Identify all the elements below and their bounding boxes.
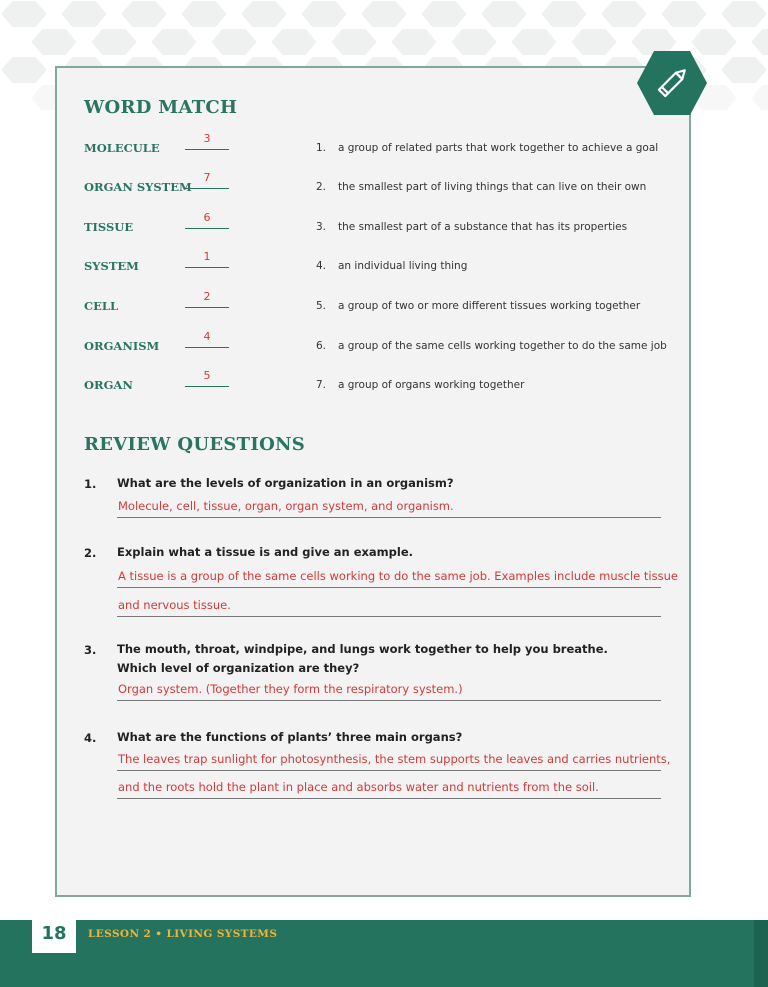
word-match-row bbox=[0, 291, 768, 321]
word-match-row bbox=[0, 331, 768, 361]
question-text: Explain what a tissue is and give an example. bbox=[117, 545, 413, 559]
footer-edge bbox=[754, 920, 768, 987]
question-text: The mouth, throat, windpipe, and lungs work together to help you breathe. Which level of organization are they? bbox=[117, 642, 608, 675]
definition-number: 3. bbox=[316, 221, 327, 233]
definition-number: 6. bbox=[316, 340, 327, 352]
word-match-row bbox=[0, 172, 768, 202]
answer-line[interactable]: A tissue is a group of the same cells working to do the same job. Examples include muscle tissue bbox=[117, 567, 661, 588]
definition-text: the smallest part of living things that can live on their own bbox=[338, 181, 647, 193]
definition-number: 2. bbox=[316, 181, 327, 193]
answer-line[interactable]: and the roots hold the plant in place and absorbs water and nutrients from the soil. bbox=[117, 778, 661, 799]
question-text: What are the functions of plants’ three main organs? bbox=[117, 730, 463, 744]
definition-number: 1. bbox=[316, 142, 327, 154]
word-match-row bbox=[0, 212, 768, 242]
definition-number: 7. bbox=[316, 379, 327, 391]
word-match-term: MOLECULE bbox=[84, 141, 160, 155]
word-match-row bbox=[0, 251, 768, 281]
word-match-term: ORGAN SYSTEM bbox=[84, 180, 192, 194]
word-match-term: SYSTEM bbox=[84, 259, 139, 273]
word-match-term: CELL bbox=[84, 299, 119, 313]
answer-line[interactable]: and nervous tissue. bbox=[117, 596, 661, 617]
question-text: What are the levels of organization in an organism? bbox=[117, 476, 454, 490]
definition-number: 4. bbox=[316, 260, 327, 272]
answer-line[interactable]: Molecule, cell, tissue, organ, organ system, and organism. bbox=[117, 497, 661, 518]
definition-text: an individual living thing bbox=[338, 260, 468, 272]
answer-blank[interactable]: 7 bbox=[185, 172, 229, 189]
definition-text: a group of related parts that work together to achieve a goal bbox=[338, 142, 659, 154]
page-number: 18 bbox=[32, 920, 76, 953]
answer-blank[interactable]: 1 bbox=[185, 251, 229, 268]
answer-line[interactable]: Organ system. (Together they form the respiratory system.) bbox=[117, 680, 661, 701]
review-questions-title: REVIEW QUESTIONS bbox=[84, 434, 306, 455]
definition-text: a group of two or more different tissues working together bbox=[338, 300, 641, 312]
question-number: 1. bbox=[84, 477, 97, 491]
definition-text: a group of the same cells working together to do the same job bbox=[338, 340, 667, 352]
lesson-label: LESSON 2 • LIVING SYSTEMS bbox=[88, 928, 278, 940]
word-match-row bbox=[0, 133, 768, 163]
answer-blank[interactable]: 4 bbox=[185, 331, 229, 348]
word-match-term: ORGANISM bbox=[84, 339, 160, 353]
pencil-icon bbox=[636, 50, 708, 116]
word-match-term: ORGAN bbox=[84, 378, 133, 392]
answer-line[interactable]: The leaves trap sunlight for photosynthesis, the stem supports the leaves and carries nutrients, bbox=[117, 750, 661, 771]
word-match-title: WORD MATCH bbox=[84, 97, 238, 118]
question-number: 3. bbox=[84, 643, 97, 657]
definition-text: the smallest part of a substance that has its properties bbox=[338, 221, 628, 233]
answer-blank[interactable]: 5 bbox=[185, 370, 229, 387]
word-match-row bbox=[0, 370, 768, 400]
word-match-term: TISSUE bbox=[84, 220, 134, 234]
answer-blank[interactable]: 3 bbox=[185, 133, 229, 150]
question-number: 4. bbox=[84, 731, 97, 745]
definition-text: a group of organs working together bbox=[338, 379, 525, 391]
definition-number: 5. bbox=[316, 300, 327, 312]
answer-blank[interactable]: 2 bbox=[185, 291, 229, 308]
question-number: 2. bbox=[84, 546, 97, 560]
answer-blank[interactable]: 6 bbox=[185, 212, 229, 229]
